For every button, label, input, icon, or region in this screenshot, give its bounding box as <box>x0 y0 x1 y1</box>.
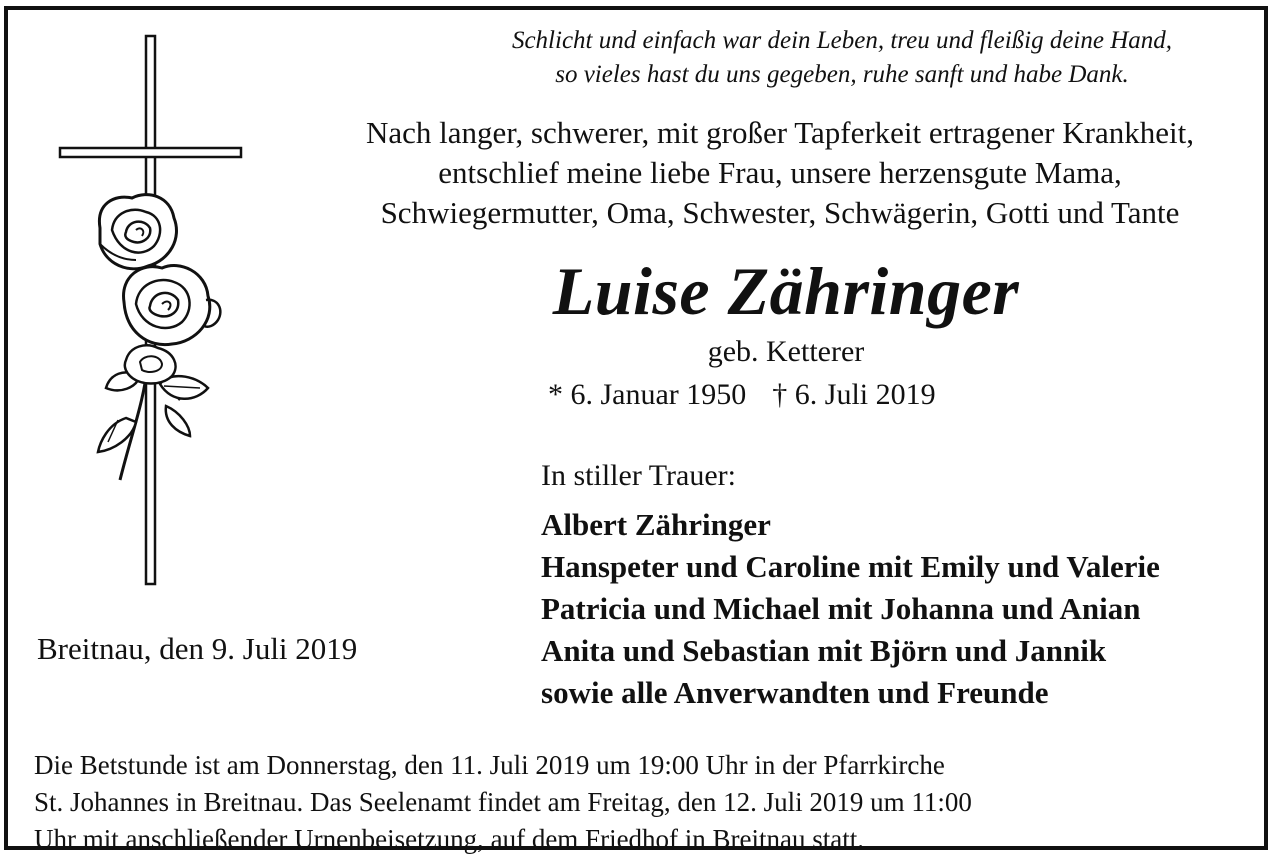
obituary-card <box>4 6 1268 854</box>
mourner-entry: Hanspeter und Caroline mit Emily und Valerie <box>541 549 1160 584</box>
announcement-line: Nach langer, schwerer, mit großer Tapferkeit ertragener Krankheit, <box>366 115 1194 150</box>
announcement-line: Schwiegermutter, Oma, Schwester, Schwägerin, Gotti und Tante <box>380 195 1180 230</box>
announcement-text <box>288 113 1272 233</box>
announcement-line: entschlief meine liebe Frau, unsere herzensgute Mama, <box>438 155 1122 190</box>
mourning-heading: In stiller Trauer: <box>541 459 736 492</box>
service-notice <box>34 747 1262 858</box>
deceased-name: Luise Zähringer <box>552 253 1020 329</box>
motto-verse <box>388 24 1280 92</box>
death-date: † 6. Juli 2019 <box>772 378 936 411</box>
mourner-entry: Patricia und Michael mit Johanna und Anian <box>541 591 1141 626</box>
motto-line: Schlicht und einfach war dein Leben, treu und fleißig deine Hand, <box>511 27 1173 54</box>
notice-line: Uhr mit anschließender Urnenbeisetzung, auf dem Friedhof in Breitnau statt. <box>34 824 865 854</box>
mourners-list <box>541 504 1160 714</box>
life-dates <box>548 375 1024 415</box>
mourner-entry: Anita und Sebastian mit Björn und Jannik <box>541 633 1107 668</box>
motto-line: so vieles hast du uns gegeben, ruhe sanft und habe Dank. <box>555 61 1129 88</box>
notice-line: St. Johannes in Breitnau. Das Seelenamt findet am Freitag, den 12. Juli 2019 um 11:00 <box>34 787 972 817</box>
cross-with-roses-icon <box>48 32 258 596</box>
notice-line: Die Betstunde ist am Donnerstag, den 11. Juli 2019 um 19:00 Uhr in der Pfarrkirche <box>34 750 945 780</box>
mourner-entry: Albert Zähringer <box>541 507 771 542</box>
maiden-name: geb. Ketterer <box>707 335 865 368</box>
birth-date: * 6. Januar 1950 <box>548 378 747 411</box>
mourner-entry: sowie alle Anverwandten und Freunde <box>541 675 1049 710</box>
place-date: Breitnau, den 9. Juli 2019 <box>37 631 358 666</box>
